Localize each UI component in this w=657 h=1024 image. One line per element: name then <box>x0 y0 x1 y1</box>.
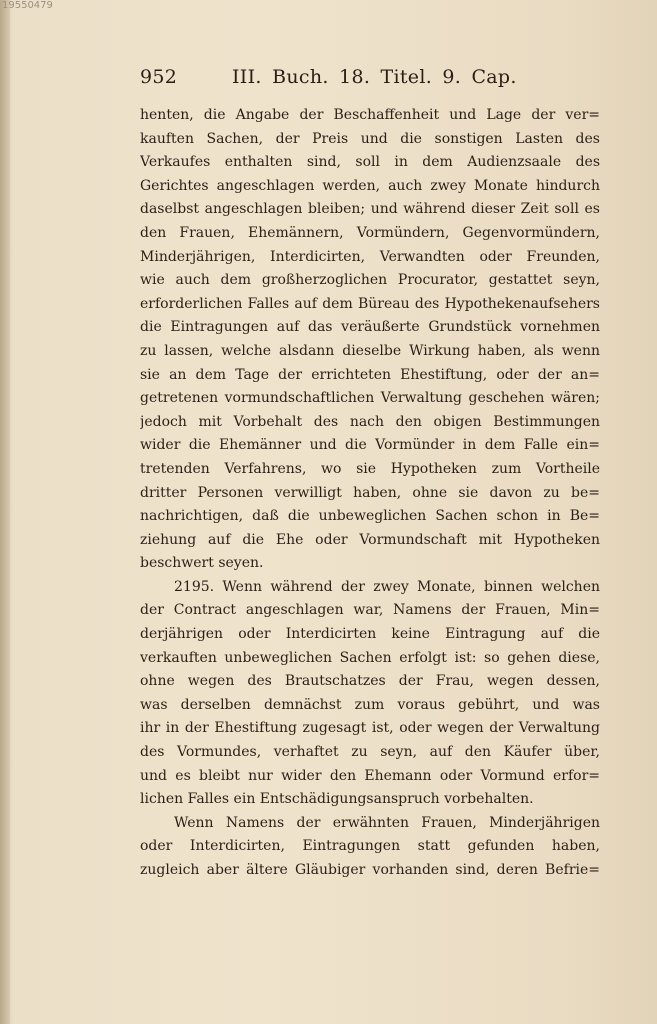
body-text <box>140 104 600 883</box>
text-line: den Frauen, Ehemännern, Vormündern, Gegenvormündern, <box>140 224 600 241</box>
text-line: der Contract angeschlagen war, Namens der Frauen, Min= <box>140 602 600 619</box>
page-header <box>140 66 610 96</box>
text-line: und es bleibt nur wider den Ehemann oder Vormund erfor= <box>140 767 600 784</box>
text-line: zugleich aber ältere Gläubiger vorhanden sind, deren Befrie= <box>140 862 600 878</box>
text-line-paragraph-end: lichen Falles ein Entschädigungsanspruch vorbehalten. <box>140 791 534 808</box>
paragraph-start: Wenn Namens der erwähnten Frauen, Minderjährigen <box>174 814 600 831</box>
text-line: tretenden Verfahrens, wo sie Hypotheken zum Vortheile <box>140 460 600 477</box>
text-line: ohne wegen des Brautschatzes der Frau, wegen dessen, <box>140 673 600 690</box>
text-line: kauften Sachen, der Preis und die sonstigen Lasten des <box>140 130 600 147</box>
running-title: III. Buch. 18. Titel. 9. Cap. <box>232 66 517 88</box>
text-line: dritter Personen verwilligt haben, ohne sie davon zu be= <box>140 484 600 501</box>
text-line: oder Interdicirten, Eintragungen statt gefunden haben, <box>140 838 600 855</box>
text-line: was derselben demnächst zum voraus gebührt, und was <box>140 696 600 713</box>
text-line: verkauften unbeweglichen Sachen erfolgt ist: so gehen diese, <box>140 649 600 666</box>
text-line: sie an dem Tage der errichteten Ehestiftung, oder der an= <box>140 366 600 383</box>
page-edge <box>0 0 10 1024</box>
text-line: derjährigen oder Interdicirten keine Eintragung auf die <box>140 626 600 643</box>
text-line: Verkaufes enthalten sind, soll in dem Audienzsaale des <box>140 154 600 171</box>
scan-id-label: 19550479 <box>2 0 53 11</box>
text-line: zu lassen, welche alsdann dieselbe Wirkung haben, als wenn <box>140 342 600 359</box>
text-line: daselbst angeschlagen bleiben; und während dieser Zeit soll es <box>140 201 600 218</box>
article-2195-start: 2195. Wenn während der zwey Monate, binnen welchen <box>174 578 600 595</box>
text-line: ihr in der Ehestiftung zugesagt ist, oder wegen der Verwaltung <box>140 720 600 737</box>
text-line: wider die Ehemänner und die Vormünder in dem Falle ein= <box>140 437 600 454</box>
text-line: des Vormundes, verhaftet zu seyn, auf den Käufer über, <box>140 744 600 761</box>
text-line-paragraph-end: beschwert seyen. <box>140 555 264 572</box>
text-line: henten, die Angabe der Beschaffenheit und Lage der ver= <box>140 107 600 123</box>
text-line: ziehung auf die Ehe oder Vormundschaft mit Hypotheken <box>140 531 600 548</box>
text-line: die Eintragungen auf das veräußerte Grundstück vornehmen <box>140 319 600 336</box>
text-line: Gerichtes angeschlagen werden, auch zwey Monate hindurch <box>140 177 600 194</box>
text-line: wie auch dem großherzoglichen Procurator, gestattet seyn, <box>140 272 600 289</box>
page-number: 952 <box>140 66 178 88</box>
text-line: nachrichtigen, daß die unbeweglichen Sachen schon in Be= <box>140 508 600 525</box>
text-line: getretenen vormundschaftlichen Verwaltung geschehen wären; <box>140 390 600 407</box>
text-line: erforderlichen Falles auf dem Büreau des Hypothekenaufsehers <box>140 295 600 312</box>
text-line: jedoch mit Vorbehalt des nach den obigen Bestimmungen <box>140 413 600 430</box>
text-line: Minderjährigen, Interdicirten, Verwandten oder Freunden, <box>140 248 600 265</box>
